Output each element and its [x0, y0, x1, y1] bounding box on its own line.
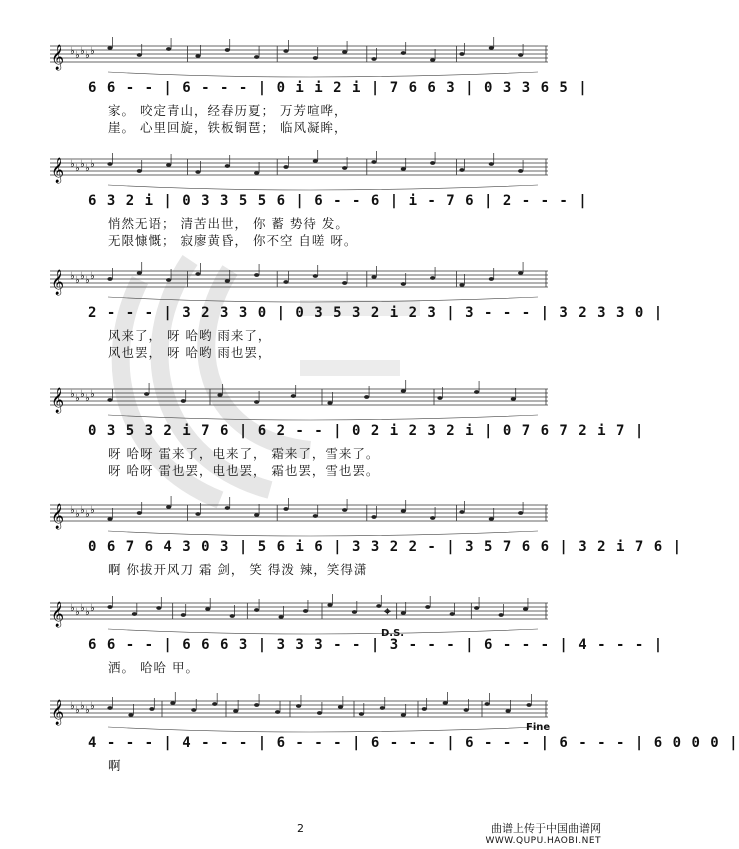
- note-head: [376, 604, 381, 608]
- note-head: [225, 48, 230, 52]
- note-head: [137, 53, 142, 57]
- flat-icon: ♭: [85, 705, 90, 716]
- lyric-line: 无限慷慨； 寂廖黄昏， 你不空 自嗟 呀。: [108, 233, 358, 248]
- note-head: [254, 703, 259, 707]
- note-head: [275, 710, 280, 714]
- note-head: [401, 611, 406, 615]
- lyric-line: 呀 哈呀 雷来了，电来了， 霜来了，雪来了。: [108, 446, 380, 461]
- flat-icon: ♭: [75, 163, 80, 174]
- note-head: [489, 277, 494, 281]
- slur: [108, 185, 538, 190]
- flat-icon: ♭: [85, 275, 90, 286]
- lyric-line: 悄然无语； 清苦出世， 你 蓄 势待 发。: [108, 216, 349, 231]
- slur: [108, 415, 538, 420]
- note-head: [181, 399, 186, 403]
- jianpu-line: 6 6 - - | 6 - - - | 0 i i 2 i | 7 6 6 3 | 0 3 3 6 5 |: [88, 80, 588, 96]
- note-head: [313, 159, 318, 163]
- lyric-line: 啊 你拔开风刀 霜 剑， 笑 得泼 辣，笑得潇: [108, 562, 368, 577]
- note-head: [166, 278, 171, 282]
- flat-icon: ♭: [85, 509, 90, 520]
- note-head: [283, 165, 288, 169]
- note-head: [518, 169, 523, 173]
- note-head: [254, 171, 259, 175]
- note-head: [170, 701, 175, 705]
- slur: [108, 531, 538, 536]
- flat-icon: ♭: [85, 163, 90, 174]
- note-head: [225, 164, 230, 168]
- note-head: [195, 54, 200, 58]
- note-head: [303, 609, 308, 613]
- note-head: [166, 47, 171, 51]
- footer-text: 曲谱上传于中国曲谱网: [491, 822, 601, 835]
- note-head: [342, 50, 347, 54]
- flat-icon: ♭: [90, 603, 95, 614]
- note-head: [489, 46, 494, 50]
- note-head: [166, 163, 171, 167]
- flat-icon: ♭: [80, 603, 85, 614]
- note-head: [313, 274, 318, 278]
- note-head: [401, 51, 406, 55]
- site-footer: [485, 823, 601, 847]
- segno-icon: ⌖: [384, 604, 391, 618]
- note-head: [526, 703, 531, 707]
- note-head: [283, 507, 288, 511]
- note-head: [107, 517, 112, 521]
- flat-icon: ♭: [70, 159, 75, 170]
- note-head: [195, 170, 200, 174]
- flat-icon: ♭: [90, 389, 95, 400]
- note-head: [137, 511, 142, 515]
- note-head: [137, 271, 142, 275]
- flat-icon: ♭: [70, 389, 75, 400]
- lyric-line: 风来了， 呀 哈哟 雨来了，: [108, 328, 272, 343]
- flat-icon: ♭: [90, 505, 95, 516]
- note-head: [380, 706, 385, 710]
- fine-marking: Fine: [526, 722, 551, 733]
- note-head: [450, 612, 455, 616]
- footer-url: WWW.QUPU.HAOBI.NET: [485, 836, 601, 846]
- note-head: [283, 49, 288, 53]
- note-head: [107, 706, 112, 710]
- note-head: [474, 390, 479, 394]
- treble-clef-icon: 𝄞: [51, 45, 65, 70]
- note-head: [371, 57, 376, 61]
- note-head: [342, 281, 347, 285]
- note-head: [313, 56, 318, 60]
- note-head: [499, 613, 504, 617]
- flat-icon: ♭: [75, 607, 80, 618]
- note-head: [430, 276, 435, 280]
- note-head: [425, 605, 430, 609]
- treble-clef-icon: 𝄞: [51, 270, 65, 295]
- flat-icon: ♭: [70, 46, 75, 57]
- note-head: [313, 514, 318, 518]
- note-head: [317, 711, 322, 715]
- note-head: [518, 53, 523, 57]
- jianpu-line: 4 - - - | 4 - - - | 6 - - - | 6 - - - | 6 - - - | 6 - - - | 6 0 0 0 |: [88, 735, 739, 751]
- flat-icon: ♭: [90, 271, 95, 282]
- flat-icon: ♭: [80, 159, 85, 170]
- note-head: [342, 508, 347, 512]
- note-head: [254, 273, 259, 277]
- flat-icon: ♭: [70, 271, 75, 282]
- note-head: [401, 282, 406, 286]
- treble-clef-icon: 𝄞: [51, 602, 65, 627]
- note-head: [156, 606, 161, 610]
- note-head: [107, 277, 112, 281]
- treble-clef-icon: 𝄞: [51, 504, 65, 529]
- note-head: [518, 271, 523, 275]
- lyric-line: 洒。 哈哈 甲。: [108, 660, 199, 675]
- note-head: [107, 605, 112, 609]
- note-head: [489, 162, 494, 166]
- note-head: [459, 510, 464, 514]
- note-head: [401, 167, 406, 171]
- note-head: [107, 46, 112, 50]
- flat-icon: ♭: [90, 46, 95, 57]
- note-head: [279, 615, 284, 619]
- note-head: [443, 701, 448, 705]
- note-head: [327, 603, 332, 607]
- staff: [48, 151, 550, 191]
- note-head: [352, 610, 357, 614]
- note-head: [205, 607, 210, 611]
- note-head: [401, 509, 406, 513]
- note-head: [371, 160, 376, 164]
- note-head: [296, 704, 301, 708]
- note-head: [217, 393, 222, 397]
- note-head: [230, 614, 235, 618]
- note-head: [464, 708, 469, 712]
- flat-icon: ♭: [75, 509, 80, 520]
- note-head: [430, 516, 435, 520]
- note-head: [459, 168, 464, 172]
- staff: [48, 693, 550, 733]
- note-head: [254, 400, 259, 404]
- staff: [48, 497, 550, 537]
- note-head: [107, 162, 112, 166]
- ds-marking: D.S.: [381, 628, 405, 639]
- flat-icon: ♭: [75, 393, 80, 404]
- note-head: [327, 401, 332, 405]
- note-head: [132, 612, 137, 616]
- note-head: [254, 513, 259, 517]
- staff: [48, 38, 550, 78]
- note-head: [225, 506, 230, 510]
- note-head: [430, 58, 435, 62]
- note-head: [107, 398, 112, 402]
- lyric-line: 呀 哈呀 雷也罢，电也罢， 霜也罢，雪也罢。: [108, 463, 380, 478]
- slur: [108, 72, 538, 77]
- note-head: [459, 52, 464, 56]
- treble-clef-icon: 𝄞: [51, 388, 65, 413]
- note-head: [511, 397, 516, 401]
- flat-icon: ♭: [75, 50, 80, 61]
- flat-icon: ♭: [90, 701, 95, 712]
- note-head: [137, 169, 142, 173]
- note-head: [401, 713, 406, 717]
- staff: [48, 263, 550, 303]
- note-head: [191, 708, 196, 712]
- jianpu-line: 6 6 - - | 6 6 6 3 | 3 3 3 - - | 3 - - - | 6 - - - | 4 - - - |: [88, 637, 664, 653]
- jianpu-line: 6 3 2 i | 0 3 3 5 5 6 | 6 - - 6 | i - 7 6 | 2 - - - |: [88, 193, 588, 209]
- slur: [108, 629, 538, 634]
- flat-icon: ♭: [70, 603, 75, 614]
- note-head: [254, 608, 259, 612]
- note-head: [359, 712, 364, 716]
- flat-icon: ♭: [75, 705, 80, 716]
- staff: [48, 595, 550, 635]
- slur: [108, 727, 538, 732]
- note-head: [342, 166, 347, 170]
- note-head: [485, 702, 490, 706]
- lyric-line: 啊: [108, 758, 122, 773]
- note-head: [518, 511, 523, 515]
- treble-clef-icon: 𝄞: [51, 158, 65, 183]
- note-head: [437, 396, 442, 400]
- flat-icon: ♭: [90, 159, 95, 170]
- note-head: [195, 512, 200, 516]
- flat-icon: ♭: [85, 50, 90, 61]
- note-head: [459, 283, 464, 287]
- flat-icon: ♭: [75, 275, 80, 286]
- note-head: [401, 389, 406, 393]
- note-head: [505, 709, 510, 713]
- note-head: [128, 713, 133, 717]
- note-head: [283, 280, 288, 284]
- note-head: [212, 702, 217, 706]
- note-head: [364, 395, 369, 399]
- note-head: [291, 394, 296, 398]
- flat-icon: ♭: [80, 46, 85, 57]
- slur: [108, 297, 538, 302]
- note-head: [371, 275, 376, 279]
- note-head: [233, 709, 238, 713]
- flat-icon: ♭: [80, 389, 85, 400]
- jianpu-line: 0 6 7 6 4 3 0 3 | 5 6 i 6 | 3 3 2 2 - | 3 5 7 6 6 | 3 2 i 7 6 |: [88, 539, 683, 555]
- flat-icon: ♭: [80, 701, 85, 712]
- flat-icon: ♭: [80, 505, 85, 516]
- note-head: [225, 279, 230, 283]
- note-head: [144, 392, 149, 396]
- staff: [48, 381, 550, 421]
- flat-icon: ♭: [70, 505, 75, 516]
- note-head: [430, 161, 435, 165]
- flat-icon: ♭: [80, 271, 85, 282]
- note-head: [489, 517, 494, 521]
- note-head: [474, 606, 479, 610]
- jianpu-line: 2 - - - | 3 2 3 3 0 | 0 3 5 3 2 i 2 3 | 3 - - - | 3 2 3 3 0 |: [88, 305, 664, 321]
- note-head: [149, 707, 154, 711]
- jianpu-line: 0 3 5 3 2 i 7 6 | 6 2 - - | 0 2 i 2 3 2 i | 0 7 6 7 2 i 7 |: [88, 423, 645, 439]
- lyric-line: 崖。 心里回旋，铁板铜琶； 临风凝眸，: [108, 120, 348, 135]
- treble-clef-icon: 𝄞: [51, 700, 65, 725]
- lyric-line: 风也罢， 呀 哈哟 雨也罢，: [108, 345, 272, 360]
- note-head: [181, 613, 186, 617]
- flat-icon: ♭: [85, 607, 90, 618]
- note-head: [195, 272, 200, 276]
- note-head: [254, 55, 259, 59]
- flat-icon: ♭: [85, 393, 90, 404]
- lyric-line: 家。 咬定青山，经春历夏； 万芳喧哗，: [108, 103, 348, 118]
- note-head: [422, 707, 427, 711]
- page-number: 2: [297, 822, 304, 835]
- note-head: [523, 607, 528, 611]
- note-head: [338, 705, 343, 709]
- note-head: [166, 505, 171, 509]
- note-head: [371, 515, 376, 519]
- flat-icon: ♭: [70, 701, 75, 712]
